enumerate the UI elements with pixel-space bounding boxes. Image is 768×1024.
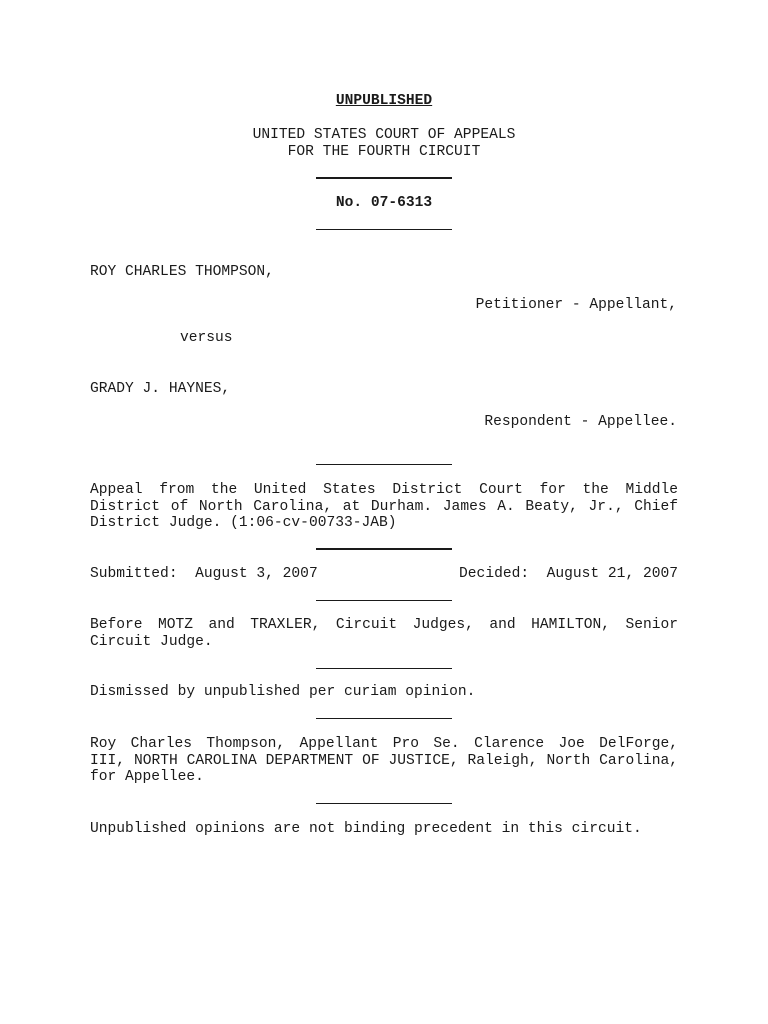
panel-paragraph xyxy=(90,617,678,650)
respondent-name: GRADY J. HAYNES, xyxy=(90,381,231,397)
court-name-line2: FOR THE FOURTH CIRCUIT xyxy=(287,144,481,160)
divider-rule xyxy=(316,718,452,719)
appeal-line: District Judge. (1:06-cv-00733-JAB) xyxy=(90,515,397,531)
counsel-line: Roy Charles Thompson, Appellant Pro Se. Clarence Joe DelForge, xyxy=(90,736,678,752)
unpublished-heading: UNPUBLISHED xyxy=(335,93,433,109)
respondent-role: Respondent - Appellee. xyxy=(484,414,677,430)
versus-label: versus xyxy=(180,330,233,346)
divider-rule xyxy=(316,803,452,804)
appeal-line: District of North Carolina, at Durham. James A. Beaty, Jr., Chief xyxy=(90,498,678,515)
precedent-notice: Unpublished opinions are not binding precedent in this circuit. xyxy=(90,821,642,837)
counsel-line: for Appellee. xyxy=(90,769,204,785)
appeal-paragraph xyxy=(90,482,678,532)
petitioner-role: Petitioner - Appellant, xyxy=(475,297,677,313)
divider-rule xyxy=(316,464,452,465)
divider-rule xyxy=(316,668,452,669)
counsel-paragraph xyxy=(90,736,678,786)
divider-rule xyxy=(316,600,452,601)
court-name-line1: UNITED STATES COURT OF APPEALS xyxy=(252,127,516,143)
divider-rule xyxy=(316,548,452,550)
counsel-line: III, NORTH CAROLINA DEPARTMENT OF JUSTICE, Raleigh, North Carolina, xyxy=(90,752,678,769)
divider-rule xyxy=(316,229,452,230)
disposition-text: Dismissed by unpublished per curiam opinion. xyxy=(90,684,476,700)
dates-row xyxy=(90,566,678,583)
divider-rule xyxy=(316,177,452,179)
appeal-line: Appeal from the United States District Court for the Middle xyxy=(90,482,678,498)
decided-date: Decided: August 21, 2007 xyxy=(459,566,678,582)
submitted-date: Submitted: August 3, 2007 xyxy=(90,566,318,582)
petitioner-name: ROY CHARLES THOMPSON, xyxy=(90,264,274,280)
panel-line: Circuit Judge. xyxy=(90,633,213,650)
panel-line: Before MOTZ and TRAXLER, Circuit Judges, and HAMILTON, Senior xyxy=(90,617,678,633)
case-number: No. 07-6313 xyxy=(335,195,433,211)
